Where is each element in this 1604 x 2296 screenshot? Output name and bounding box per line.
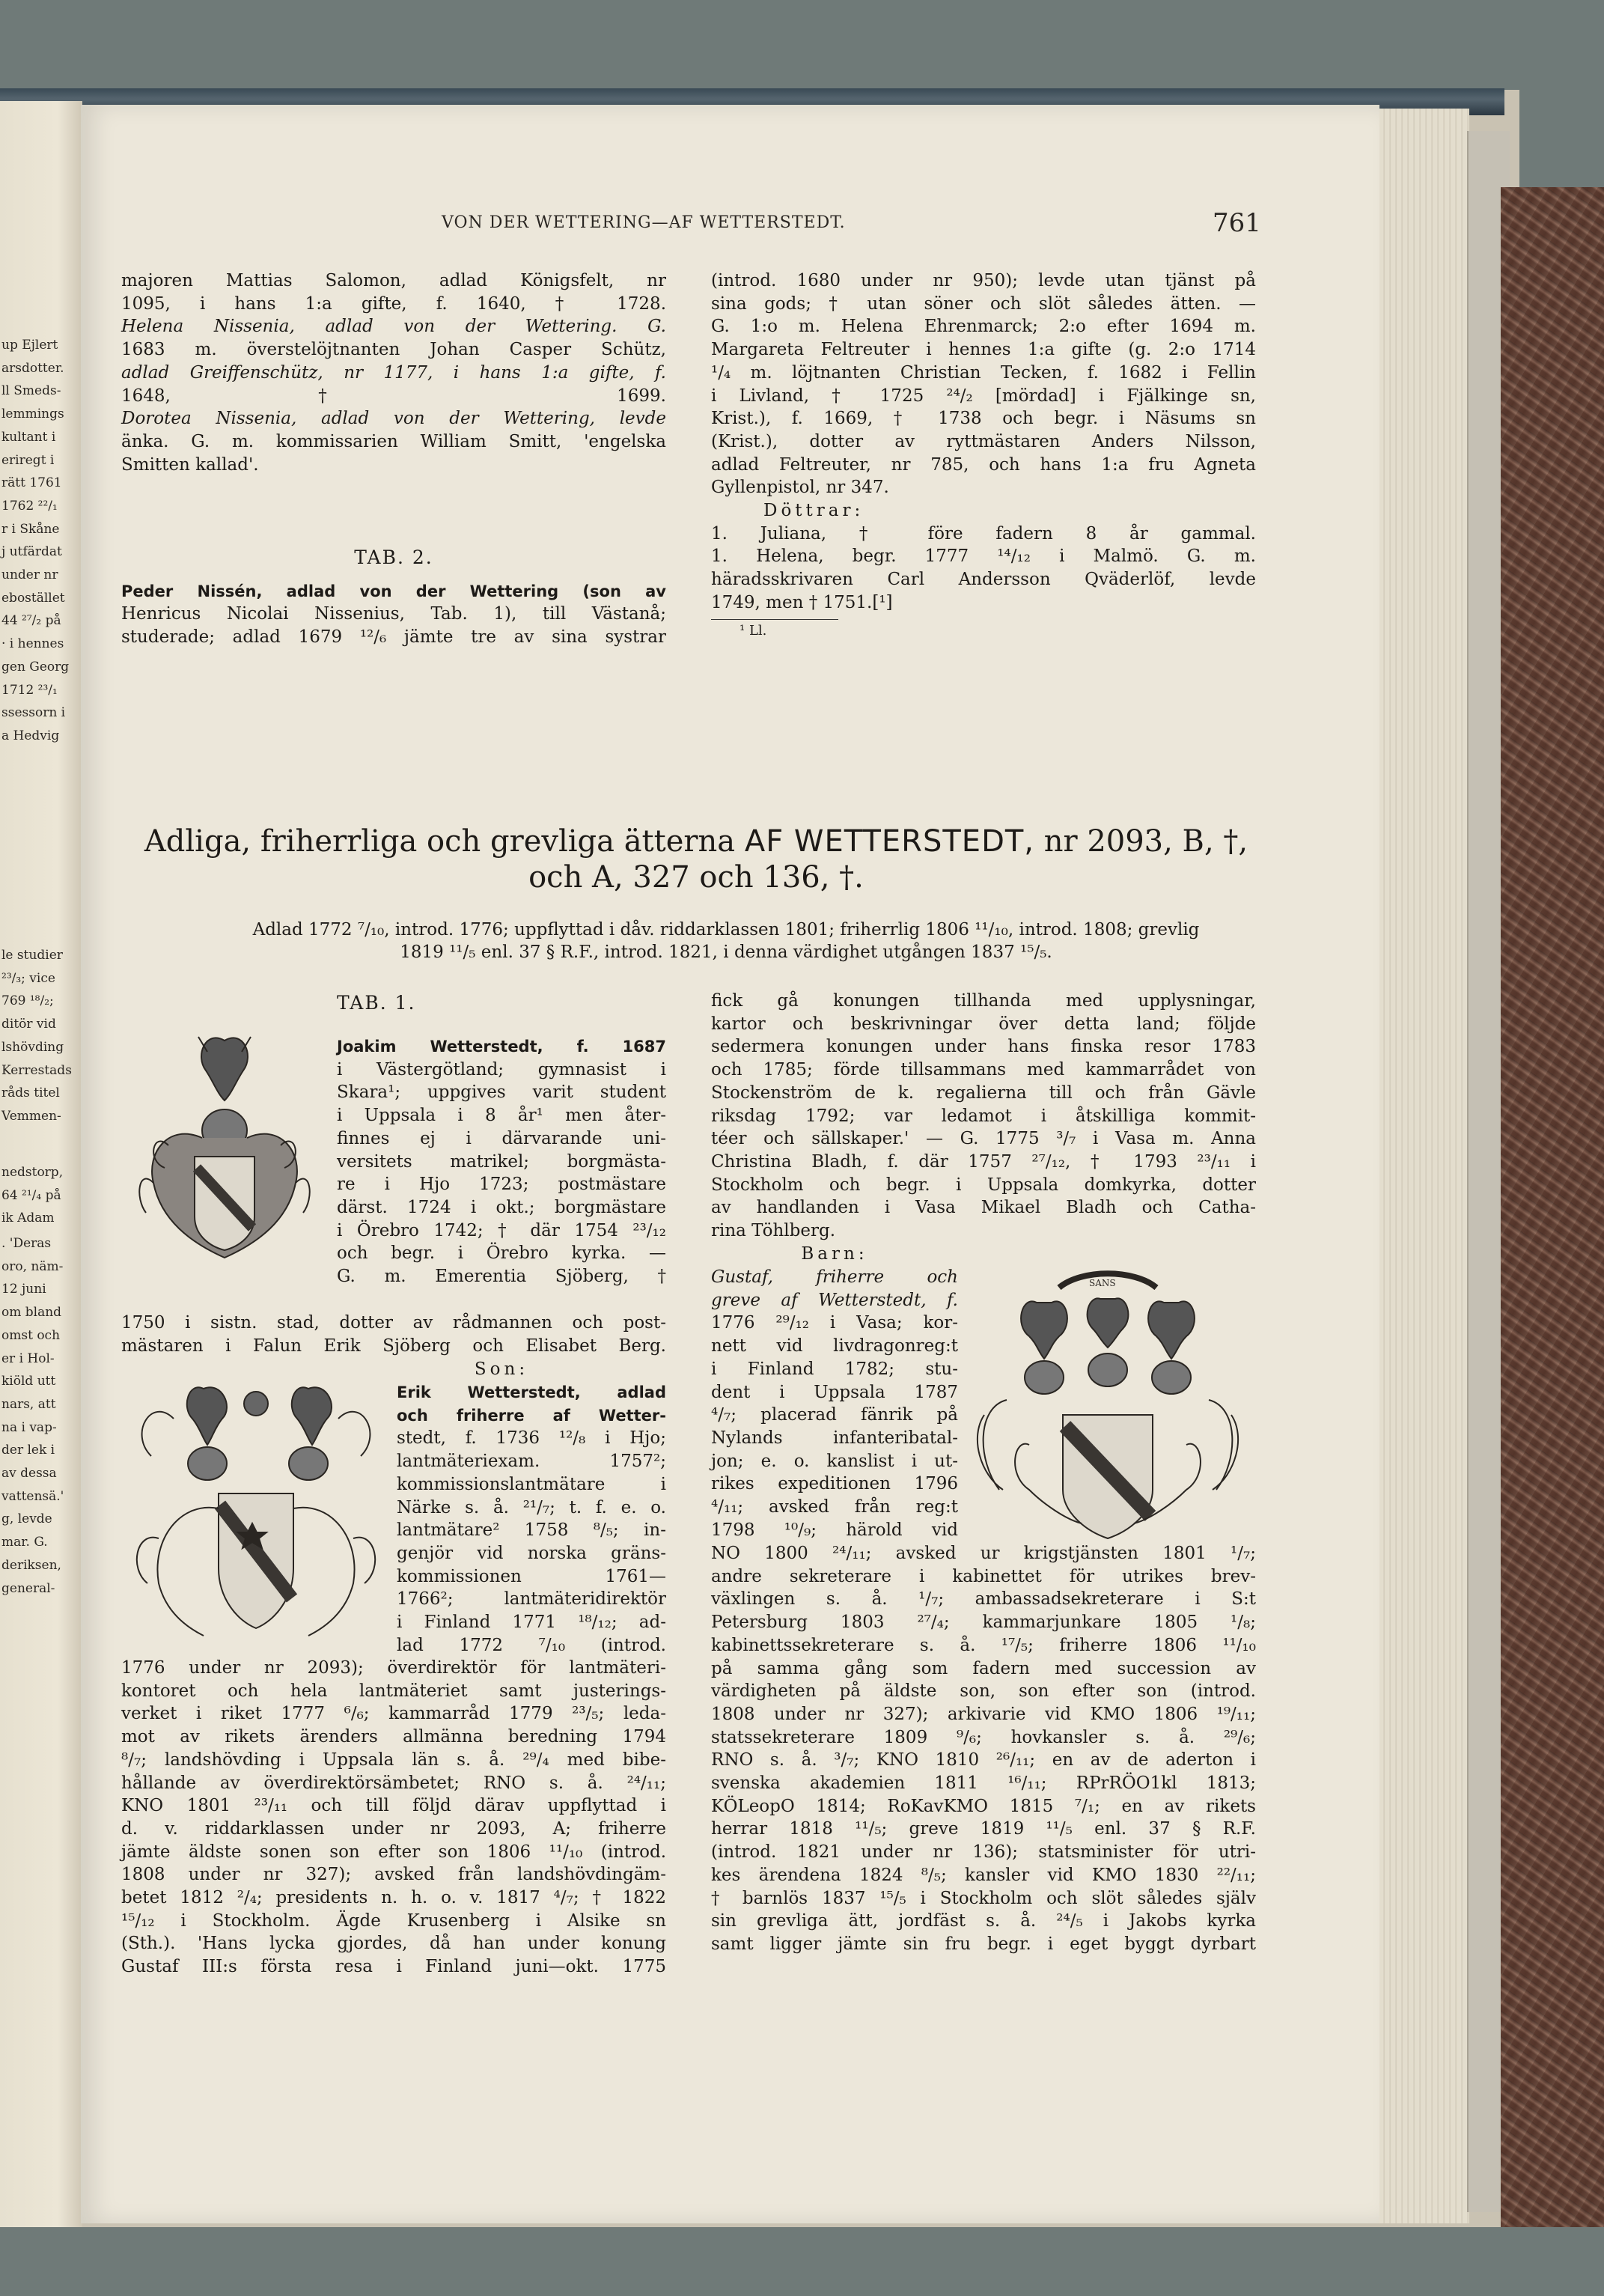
- running-title: VON DER WETTERING—AF WETTERSTEDT.: [442, 213, 846, 232]
- text-line: † barnlös 1837 ¹⁵/₅ i Stockholm och slöt således själv: [711, 1888, 1256, 1908]
- text-line: i Finland 1782; stu-: [711, 1359, 958, 1379]
- text-line: (Sth.). 'Hans lycka gjordes, då han under konung: [121, 1934, 666, 1954]
- text-line: stedt, f. 1736 ¹²/₈ i Hjo;: [397, 1428, 666, 1449]
- page-stack-edge: [1379, 109, 1469, 2223]
- previous-page-fragment: kultant i: [1, 429, 56, 445]
- text-line: Stockholm och begr. i Uppsala domkyrka, dotter: [711, 1175, 1256, 1195]
- coat-of-arms-1-icon: [123, 1026, 326, 1273]
- text-line: häradsskrivaren Carl Andersson Qväderlöf, levde: [711, 570, 1256, 590]
- text-line: (Krist.), dotter av ryttmästaren Anders Nilsson,: [711, 431, 1256, 451]
- text-line: sina gods; † utan söner och slöt således ätten. —: [711, 293, 1256, 314]
- text-line: ⁴/₇; placerad fänrik på: [711, 1405, 958, 1425]
- previous-page-fragment: Vemmen-: [1, 1108, 61, 1124]
- previous-page-fragment: . 'Deras: [1, 1236, 52, 1251]
- text-line: genjör vid norska gräns-: [397, 1543, 666, 1563]
- text-line: ⁸/₇; landshövding i Uppsala län s. å. ²⁹/₄ med bibe-: [121, 1750, 666, 1770]
- text-line: av handlanden i Vasa Mikael Bladh och Catha-: [711, 1198, 1256, 1218]
- text-line: kontoret och hela lantmäteriet samt justerings-: [121, 1681, 666, 1701]
- previous-page-fragment: mar. G.: [1, 1535, 48, 1550]
- previous-page-fragment: 1712 ²³/₁: [1, 682, 58, 698]
- children-text-beside-crest: [711, 1266, 958, 1541]
- son-heading: Son:: [474, 1359, 529, 1379]
- previous-page-fragment: general-: [1, 1580, 55, 1596]
- tab2-heading: TAB. 2.: [354, 546, 433, 568]
- previous-page-fragment: 1762 ²²/₁: [1, 498, 58, 514]
- text-line: ⁴/₁₁; avsked från reg:t: [711, 1497, 958, 1517]
- previous-page-fragment: der lek i: [1, 1443, 55, 1458]
- text-line: finnes ej i därvarande uni-: [337, 1128, 666, 1148]
- text-line: i Uppsala i 8 år¹ men åter-: [337, 1106, 666, 1126]
- text-line: på samma gång som fadern med succession av: [711, 1658, 1256, 1678]
- text-line: 1095, i hans 1:a gifte, f. 1640, † 1728.: [121, 293, 666, 314]
- text-line: sedermera konungen under hans finska resor 1783: [711, 1037, 1256, 1057]
- tab1-heading: TAB. 1.: [337, 992, 416, 1014]
- text-line: statssekreterare 1809 ⁹/₆; hovkansler s. å. ²⁹/₆;: [711, 1727, 1256, 1747]
- text-line: och begr. i Örebro kyrka. —: [337, 1243, 666, 1264]
- previous-page-edge: [0, 101, 82, 2242]
- daughters-heading: Döttrar:: [763, 501, 864, 521]
- text-line: och friherre af Wetter-: [397, 1406, 666, 1425]
- text-line: mästaren i Falun Erik Sjöberg och Elisabet Berg.: [121, 1336, 666, 1356]
- text-line: jämte äldste sonen son efter son 1806 ¹¹/₁₀ (introd.: [121, 1842, 666, 1862]
- text-line: 1766²; lantmäteridirektör: [397, 1589, 666, 1610]
- title-suffix: nr 2093, B, †,: [1043, 824, 1248, 859]
- previous-page-fragment: na i vap-: [1, 1419, 57, 1435]
- text-line: rikes expeditionen 1796: [711, 1474, 958, 1494]
- marbled-endpaper: [1501, 187, 1604, 2253]
- previous-page-fragment: deriksen,: [1, 1557, 61, 1573]
- previous-page-fragment: 12 juni: [1, 1282, 46, 1297]
- text-line: änka. G. m. kommissarien William Smitt, 'engelska: [121, 431, 666, 451]
- text-line: Joakim Wetterstedt, f. 1687: [337, 1038, 666, 1056]
- text-line: betet 1812 ²/₄; presidents n. h. o. v. 1817 ⁴/₇; † 1822: [121, 1888, 666, 1908]
- text-line: téer och sällskaper.' — G. 1775 ³/₇ i Vasa m. Anna: [711, 1129, 1256, 1149]
- coat-of-arms-2-icon: [121, 1374, 391, 1658]
- text-line: i Västergötland; gymnasist i: [337, 1059, 666, 1080]
- text-line: Gustaf III:s första resa i Finland juni—okt. 1775: [121, 1957, 666, 1977]
- text-line: Skara¹; uppgives varit student: [337, 1082, 666, 1103]
- children-text: [711, 1542, 1256, 1956]
- previous-page-fragment: up Ejlert: [1, 338, 58, 353]
- previous-page-fragment: er i Hol-: [1, 1351, 55, 1366]
- text-line: lad 1772 ⁷/₁₀ (introd.: [397, 1635, 666, 1655]
- text-line: rina Töhlberg.: [711, 1221, 836, 1241]
- text-line: KÖLeopO 1814; RoKavKMO 1815 ⁷/₁; en av rikets: [711, 1796, 1256, 1816]
- text-line: Erik Wetterstedt, adlad: [397, 1383, 666, 1401]
- footnote: ¹ Ll.: [740, 622, 767, 639]
- text-line: lantmätare² 1758 ⁸/₅; in-: [397, 1520, 666, 1541]
- text-line: svenska akademien 1811 ¹⁶/₁₁; RPrRÖO1kl 1813;: [711, 1773, 1256, 1794]
- text-line: dent i Uppsala 1787: [711, 1382, 958, 1402]
- text-line: kommissionen 1761—: [397, 1566, 666, 1586]
- page-number: 761: [1213, 208, 1261, 238]
- daughters-text: [711, 523, 1256, 615]
- text-line: versitets matrikel; borgmästa-: [337, 1151, 666, 1172]
- background-bottom: [0, 2227, 1604, 2296]
- text-line: Margareta Feltreuter i hennes 1:a gifte (g. 2:o 1714: [711, 340, 1256, 360]
- text-line: och 1785; förde tillsammans med kammarrådet von: [711, 1060, 1256, 1080]
- text-line: hållande av överdirektörsämbetet; RNO s. å. ²⁴/₁₁;: [121, 1773, 666, 1793]
- text-line: 1. Helena, begr. 1777 ¹⁴/₁₂ i Malmö. G. m.: [711, 546, 1256, 567]
- text-line: Dorotea Nissenia, adlad von der Wettering, levde: [121, 409, 666, 429]
- text-line: (introd. 1821 under nr 136); statsminister för utri-: [711, 1842, 1256, 1863]
- text-line: därst. 1724 i okt.; borgmästare: [337, 1197, 666, 1217]
- previous-page-fragment: ik Adam: [1, 1211, 55, 1226]
- text-line: Peder Nissén, adlad von der Wettering (son av: [121, 582, 666, 600]
- text-line: NO 1800 ²⁴/₁₁; avsked ur krigstjänsten 1801 ¹/₇;: [711, 1544, 1256, 1563]
- previous-page-fragment: lemmings: [1, 406, 64, 422]
- previous-page-fragment: 64 ²¹/₄ på: [1, 1187, 61, 1203]
- previous-page-fragment: av dessa: [1, 1466, 57, 1481]
- text-line: majoren Mattias Salomon, adlad Königsfelt, nr: [121, 271, 666, 290]
- text-line: Stockenström de k. regalierna till och från Gävle: [711, 1082, 1256, 1103]
- text-line: Smitten kallad'.: [121, 454, 259, 475]
- right-top-text: [711, 270, 1256, 499]
- text-line: 1798 ¹⁰/₉; härold vid: [711, 1520, 958, 1540]
- previous-page-fragment: ²³/₃; vice: [1, 970, 55, 986]
- text-line: Gyllenpistol, nr 347.: [711, 478, 889, 498]
- text-line: 1749, men † 1751.[¹]: [711, 592, 893, 612]
- text-line: KNO 1801 ²³/₁₁ och till följd därav uppflyttad i: [121, 1796, 666, 1816]
- previous-page-fragment: 769 ¹⁸/₂;: [1, 993, 54, 1009]
- text-line: i Örebro 1742; † där 1754 ²³/₁₂: [337, 1220, 666, 1240]
- text-line: kartor och beskrivningar över detta land; följde: [711, 1014, 1256, 1034]
- text-line: 1808 under nr 327); arkivarie vid KMO 1806 ¹⁹/₁₁;: [711, 1704, 1256, 1724]
- coat-of-arms-3-icon: [969, 1265, 1246, 1557]
- text-line: växlingen s. å. ¹/₇; ambassadsekreterare i S:t: [711, 1589, 1256, 1610]
- text-line: d. v. riddarklassen under nr 2093, A; friherre: [121, 1818, 666, 1839]
- previous-page-fragment: ll Smeds-: [1, 383, 61, 399]
- text-line: värdigheten på äldste son, son efter son (introd.: [711, 1681, 1256, 1702]
- text-line: Närke s. å. ²¹/₇; t. f. e. o.: [397, 1497, 666, 1517]
- text-line: 1. Juliana, † före fadern 8 år gammal.: [711, 523, 1256, 543]
- previous-page-fragment: oro, näm-: [1, 1258, 64, 1274]
- previous-page-fragment: j utfärdat: [1, 544, 62, 560]
- children-heading-wrap: [711, 1243, 958, 1266]
- text-line: herrar 1818 ¹¹/₅; greve 1819 ¹¹/₅ enl. 37 § R.F.: [711, 1819, 1256, 1839]
- tab2-section: [121, 546, 666, 649]
- text-line: Nylands infanteribatal-: [711, 1428, 958, 1448]
- children-heading: Barn:: [801, 1244, 868, 1264]
- title-family-name: AF WETTERSTEDT,: [744, 824, 1035, 859]
- previous-page-fragment: rätt 1761: [1, 475, 62, 491]
- previous-page-fragment: vattensä.': [1, 1488, 64, 1504]
- text-line: 1683 m. överstelöjtnanten Johan Casper Schütz,: [121, 340, 666, 360]
- text-line: 1750 i sistn. stad, dotter av rådmannen och post-: [121, 1313, 666, 1333]
- title-line-2: och A, 327 och 136, †.: [528, 860, 864, 895]
- text-line: i Livland, † 1725 ²⁴/₂ [mördad] i Fjälkinge sn,: [711, 386, 1256, 406]
- previous-page-fragment: nars, att: [1, 1396, 56, 1412]
- previous-page-fragment: gen Georg: [1, 659, 70, 675]
- text-line: G. m. Emerentia Sjöberg, †: [337, 1267, 666, 1287]
- text-line: ¹/₄ m. löjtnanten Christian Tecken, f. 1682 i Fellin: [711, 362, 1256, 383]
- intro-line: Adlad 1772 ⁷/₁₀, introd. 1776; uppflyttad i dåv. riddarklassen 1801; friherrlig 1806 ¹¹/₁₀, introd. 1808; grevlig: [252, 920, 1200, 940]
- previous-page-fragment: om bland: [1, 1305, 62, 1321]
- text-line: 1776 under nr 2093); överdirektör för lantmäteri-: [121, 1658, 666, 1678]
- text-line: kabinettssekreterare s. å. ¹⁷/₅; friherre 1806 ¹¹/₁₀: [711, 1635, 1256, 1655]
- text-line: i Finland 1771 ¹⁸/₁₂; ad-: [397, 1613, 666, 1633]
- previous-page-fragment: ebostället: [1, 590, 65, 606]
- tab1-text-beside-crest: [337, 1035, 666, 1288]
- previous-page-fragment: omst och: [1, 1327, 61, 1343]
- title-prefix: Adliga, friherrliga och grevliga ätterna: [144, 824, 736, 859]
- text-line: Christina Bladh, f. där 1757 ²⁷/₁₂, † 1793 ²³/₁₁ i: [711, 1151, 1256, 1172]
- right-bottom-text: [711, 990, 1256, 1243]
- text-line: adlad Greiffenschütz, nr 1177, i hans 1:a gifte, f.: [121, 362, 666, 383]
- previous-page-fragment: · i hennes: [1, 636, 64, 652]
- text-line: Petersburg 1803 ²⁷/₄; kammarjunkare 1805 ¹/₈;: [711, 1613, 1256, 1633]
- text-line: re i Hjo 1723; postmästare: [337, 1175, 666, 1195]
- text-line: Gustaf, friherre och: [711, 1267, 958, 1287]
- previous-page-fragment: le studier: [1, 948, 63, 963]
- text-line: samt ligger jämte sin fru begr. i eget byggt dyrbart: [711, 1934, 1256, 1954]
- text-line: jon; e. o. kanslist i ut-: [711, 1451, 958, 1471]
- text-line: Henricus Nicolai Nissenius, Tab. 1), till Västanå;: [121, 604, 666, 624]
- previous-page-fragment: ditör vid: [1, 1017, 56, 1032]
- previous-page-fragment: under nr: [1, 567, 58, 582]
- text-line: mot av rikets ärenders allmänna beredning 1794: [121, 1727, 666, 1747]
- text-line: ¹⁵/₁₂ i Stockholm. Ägde Krusenberg i Alsike sn: [121, 1910, 666, 1931]
- text-line: 1776 ²⁹/₁₂ i Vasa; kor-: [711, 1313, 958, 1333]
- previous-page-fragment: Kerrestads: [1, 1062, 72, 1078]
- previous-page-fragment: a Hedvig: [1, 728, 60, 743]
- previous-page-fragment: lshövding: [1, 1039, 64, 1055]
- text-line: Helena Nissenia, adlad von der Wettering. G.: [121, 317, 666, 337]
- intro-text: [187, 919, 1265, 963]
- tab1-heading-wrap: [337, 992, 666, 1015]
- text-line: G. 1:o m. Helena Ehrenmarck; 2:o efter 1694 m.: [711, 317, 1256, 337]
- intro-line: 1819 ¹¹/₅ enl. 37 § R.F., introd. 1821, i denna värdighet utgången 1837 ¹⁵/₅.: [400, 943, 1052, 962]
- son-text: [121, 1657, 666, 1979]
- text-line: (introd. 1680 under nr 950); levde utan tjänst på: [711, 271, 1256, 290]
- text-line: adlad Feltreuter, nr 785, och hans 1:a fru Agneta: [711, 454, 1256, 475]
- previous-page-fragment: g, levde: [1, 1511, 52, 1527]
- tab2-text: [121, 580, 666, 649]
- text-line: riksdag 1792; var ledamot i åtskilliga kommit-: [711, 1106, 1256, 1126]
- text-line: 1648, † 1699.: [121, 386, 666, 406]
- text-line: kes ärendena 1824 ⁸/₅; kansler vid KMO 1830 ²²/₁₁;: [711, 1865, 1256, 1885]
- previous-page-fragment: eriregt i: [1, 452, 55, 468]
- text-line: studerade; adlad 1679 ¹²/₆ jämte tre av sina systrar: [121, 627, 666, 648]
- previous-page-fragment: 44 ²⁷/₂ på: [1, 613, 61, 629]
- text-line: kommissionslantmätare i: [397, 1474, 666, 1494]
- right-top-column: [711, 270, 1256, 642]
- family-title: [120, 823, 1272, 895]
- text-line: verket i riket 1777 ⁶/₆; kammarråd 1779 ²³/₅; leda-: [121, 1704, 666, 1724]
- svg-text:SANS: SANS: [1089, 1278, 1116, 1288]
- previous-page-fragment: nedstorp,: [1, 1165, 64, 1180]
- text-line: greve af Wetterstedt, f.: [711, 1290, 958, 1310]
- previous-page-fragment: kiöld utt: [1, 1374, 56, 1389]
- text-line: 1808 under nr 327); avsked från landshövdingäm-: [121, 1865, 666, 1885]
- tab1-text: [121, 1312, 666, 1357]
- text-line: RNO s. å. ³/₇; KNO 1810 ²⁶/₁₁; en av de aderton i: [711, 1750, 1256, 1770]
- previous-page-fragment: r i Skåne: [1, 521, 60, 537]
- previous-page-fragment: arsdotter.: [1, 360, 64, 376]
- text-line: Krist.), f. 1669, † 1738 och begr. i Näsums sn: [711, 409, 1256, 429]
- previous-page-fragment: ssessorn i: [1, 705, 66, 721]
- text-line: fick gå konungen tillhanda med upplysningar,: [711, 991, 1256, 1011]
- previous-page-fragment: råds titel: [1, 1085, 60, 1101]
- text-line: lantmäteriexam. 1757²;: [397, 1452, 666, 1472]
- text-line: nett vid livdragonreg:t: [711, 1336, 958, 1356]
- left-top-column: [121, 270, 666, 476]
- son-text-beside-crest: [397, 1381, 666, 1657]
- text-line: andre sekreterare i kabinettet för utrikes brev-: [711, 1566, 1256, 1586]
- text-line: sin grevliga ätt, jordfäst s. å. ²⁴/₅ i Jakobs kyrka: [711, 1911, 1256, 1931]
